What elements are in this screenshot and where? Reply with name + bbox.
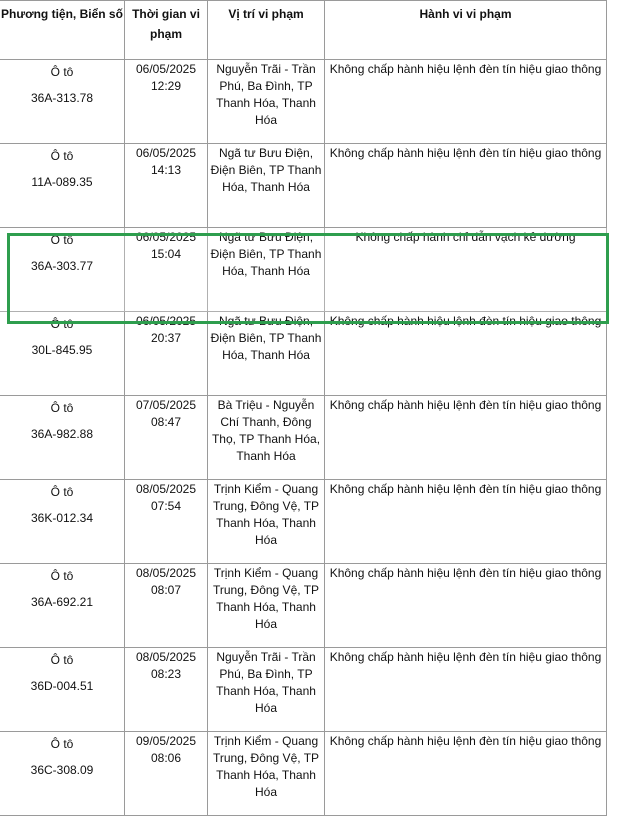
table-row	[0, 480, 607, 564]
violation-date: 06/05/2025	[135, 146, 197, 160]
violation-clock-time: 08:23	[150, 667, 182, 681]
violation-date: 06/05/2025	[135, 62, 197, 76]
vehicle-type: Ô tô	[50, 65, 74, 79]
table-row	[0, 60, 607, 144]
violation-clock-time: 20:37	[150, 331, 182, 345]
cell-location: Ngã tư Bưu Điện, Điện Biên, TP Thanh Hóa, Thanh Hóa	[208, 144, 325, 228]
cell-location: Nguyễn Trãi - Trần Phú, Ba Đình, TP Thanh Hóa, Thanh Hóa	[208, 60, 325, 144]
cell-behavior: Không chấp hành hiệu lệnh đèn tín hiệu giao thông	[325, 396, 607, 480]
table-header-row	[0, 1, 607, 60]
cell-time	[125, 228, 208, 312]
cell-time	[125, 732, 208, 816]
violation-date: 08/05/2025	[135, 482, 197, 496]
cell-time	[125, 648, 208, 732]
vehicle-type: Ô tô	[50, 485, 74, 499]
cell-behavior: Không chấp hành chỉ dẫn vạch kẻ đường	[325, 228, 607, 312]
header-violation-location: Vị trí vi phạm	[208, 1, 325, 60]
violation-date: 08/05/2025	[135, 566, 197, 580]
cell-vehicle	[0, 228, 125, 312]
table-row	[0, 732, 607, 816]
cell-behavior: Không chấp hành hiệu lệnh đèn tín hiệu giao thông	[325, 648, 607, 732]
cell-location: Trịnh Kiểm - Quang Trung, Đông Vệ, TP Thanh Hóa, Thanh Hóa	[208, 732, 325, 816]
license-plate: 36A-313.78	[30, 91, 94, 105]
violation-clock-time: 07:54	[150, 499, 182, 513]
violation-clock-time: 08:06	[150, 751, 182, 765]
violation-date: 08/05/2025	[135, 650, 197, 664]
header-violation-time: Thời gian vi phạm	[125, 1, 208, 60]
license-plate: 11A-089.35	[31, 175, 93, 189]
cell-behavior: Không chấp hành hiệu lệnh đèn tín hiệu giao thông	[325, 144, 607, 228]
violation-clock-time: 08:47	[150, 415, 182, 429]
violation-date: 06/05/2025	[135, 230, 197, 244]
license-plate: 36A-303.77	[30, 259, 94, 273]
cell-vehicle	[0, 732, 125, 816]
table-row	[0, 312, 607, 396]
cell-behavior: Không chấp hành hiệu lệnh đèn tín hiệu giao thông	[325, 732, 607, 816]
cell-vehicle	[0, 648, 125, 732]
vehicle-type: Ô tô	[50, 653, 74, 667]
cell-behavior: Không chấp hành hiệu lệnh đèn tín hiệu giao thông	[325, 312, 607, 396]
table-row	[0, 648, 607, 732]
cell-vehicle	[0, 60, 125, 144]
cell-location: Ngã tư Bưu Điện, Điện Biên, TP Thanh Hóa, Thanh Hóa	[208, 312, 325, 396]
cell-behavior: Không chấp hành hiệu lệnh đèn tín hiệu giao thông	[325, 564, 607, 648]
cell-vehicle	[0, 396, 125, 480]
license-plate: 30L-845.95	[31, 343, 93, 357]
table-row	[0, 228, 607, 312]
violation-date: 07/05/2025	[135, 398, 197, 412]
license-plate: 36D-004.51	[30, 679, 94, 693]
vehicle-type: Ô tô	[50, 569, 74, 583]
cell-location: Trịnh Kiểm - Quang Trung, Đông Vệ, TP Thanh Hóa, Thanh Hóa	[208, 480, 325, 564]
cell-vehicle	[0, 480, 125, 564]
cell-vehicle	[0, 144, 125, 228]
license-plate: 36A-692.21	[30, 595, 94, 609]
license-plate: 36C-308.09	[30, 763, 94, 777]
cell-location: Bà Triệu - Nguyễn Chí Thanh, Đông Thọ, TP Thanh Hóa, Thanh Hóa	[208, 396, 325, 480]
cell-time	[125, 144, 208, 228]
vehicle-type: Ô tô	[50, 233, 74, 247]
violation-clock-time: 15:04	[150, 247, 182, 261]
cell-behavior: Không chấp hành hiệu lệnh đèn tín hiệu giao thông	[325, 480, 607, 564]
table-row	[0, 144, 607, 228]
cell-location: Ngã tư Bưu Điện, Điện Biên, TP Thanh Hóa, Thanh Hóa	[208, 228, 325, 312]
cell-time	[125, 564, 208, 648]
violation-clock-time: 14:13	[150, 163, 182, 177]
cell-time	[125, 396, 208, 480]
cell-vehicle	[0, 312, 125, 396]
cell-vehicle	[0, 564, 125, 648]
license-plate: 36K-012.34	[30, 511, 94, 525]
violation-clock-time: 08:07	[150, 583, 182, 597]
header-violation-behavior: Hành vi vi phạm	[325, 1, 607, 60]
cell-behavior: Không chấp hành hiệu lệnh đèn tín hiệu giao thông	[325, 60, 607, 144]
table-body	[0, 60, 607, 816]
cell-location: Trịnh Kiểm - Quang Trung, Đông Vệ, TP Thanh Hóa, Thanh Hóa	[208, 564, 325, 648]
cell-time	[125, 60, 208, 144]
table-row	[0, 564, 607, 648]
cell-location: Nguyễn Trãi - Trần Phú, Ba Đình, TP Thanh Hóa, Thanh Hóa	[208, 648, 325, 732]
violation-date: 06/05/2025	[135, 314, 197, 328]
table-row	[0, 396, 607, 480]
license-plate: 36A-982.88	[30, 427, 94, 441]
vehicle-type: Ô tô	[50, 401, 74, 415]
cell-time	[125, 480, 208, 564]
violation-clock-time: 12:29	[150, 79, 182, 93]
vehicle-type: Ô tô	[50, 317, 74, 331]
vehicle-type: Ô tô	[50, 737, 74, 751]
violation-date: 09/05/2025	[135, 734, 197, 748]
vehicle-type: Ô tô	[50, 149, 74, 163]
cell-time	[125, 312, 208, 396]
header-vehicle-plate: Phương tiện, Biển số	[0, 1, 125, 60]
